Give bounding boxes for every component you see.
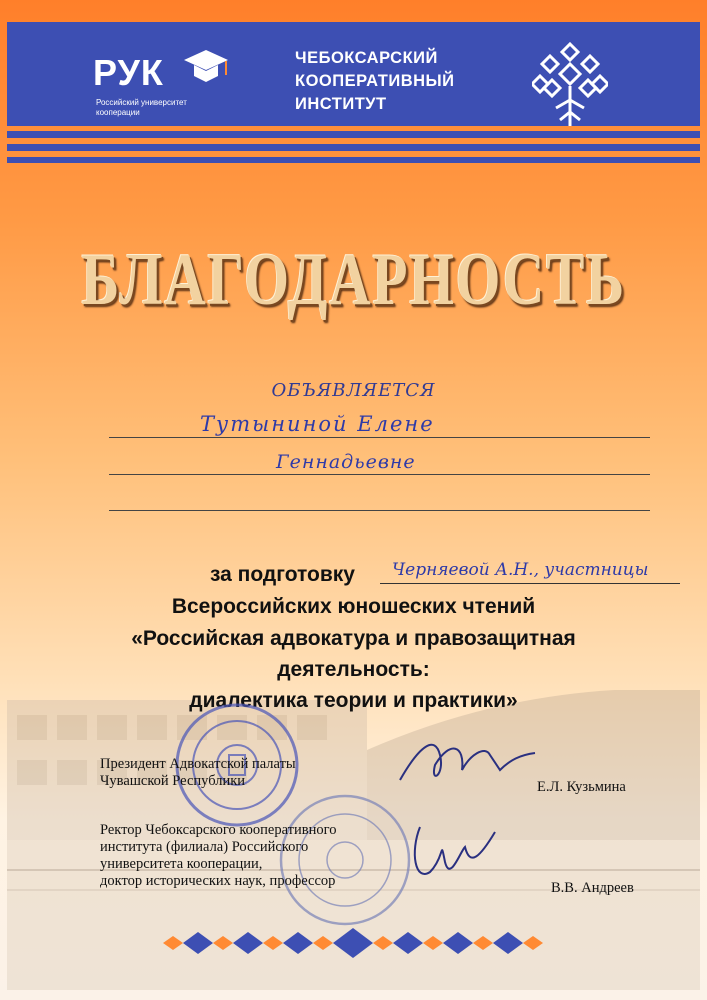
event-line: Всероссийских юношеских чтений [171,595,536,618]
signatory-title-line: Президент Адвокатской палаты [100,756,296,772]
event-line: деятельность: [277,658,430,681]
header-stripe [7,144,700,151]
institute-name [295,47,455,116]
fill-line [109,437,650,438]
institute-name-line: ИНСТИТУТ [295,95,387,113]
signature-2-icon [400,812,510,902]
logo-subtitle-line: кооперации [96,108,140,117]
event-line: «Российская адвокатура и правозащитная [131,627,576,650]
institute-name-line: КООПЕРАТИВНЫЙ [295,72,455,90]
header-stripe [7,131,700,138]
announce-label: ОБЪЯВЛЯЕТСЯ [271,380,436,401]
fill-line [109,510,650,511]
signatory-title-line: Чувашской Республики [100,773,246,789]
graduation-cap-icon [182,46,230,88]
for-handwritten: Черняевой А.Н., участницы [392,560,649,580]
recipient-name-handwritten: Тутыниной Елене [200,412,435,436]
chuvash-tree-emblem-icon [532,42,608,128]
for-prefix: за подготовку [210,563,355,586]
certificate-title: БЛАГОДАРНОСТЬ [81,239,626,321]
fill-line [109,474,650,475]
signatory-title-line: доктор исторических наук, профессор [100,873,336,889]
institute-name-line: ЧЕБОКСАРСКИЙ [295,49,438,67]
ruk-logo-text: РУК [93,52,164,93]
signature-1-icon [390,725,540,800]
fill-line [380,583,680,584]
signatory-1-name: Е.Л. Кузьмина [537,779,626,795]
signatory-title-line: Ректор Чебоксарского кооперативного [100,822,337,838]
ruk-logo-subtitle [96,98,187,118]
chuvash-ornament-border [163,928,543,958]
signatory-2-title [100,822,336,890]
logo-subtitle-line: Российский университет [96,98,187,107]
signatory-title-line: университета кооперации, [100,856,263,872]
signatory-title-line: института (филиала) Российского [100,839,309,855]
recipient-patronymic-handwritten: Геннадьевне [276,451,416,473]
event-line: диалектика теории и практики» [189,689,518,712]
header-stripe [7,157,700,163]
signatory-2-name: В.В. Андреев [551,880,634,896]
signatory-1-title [100,756,296,790]
